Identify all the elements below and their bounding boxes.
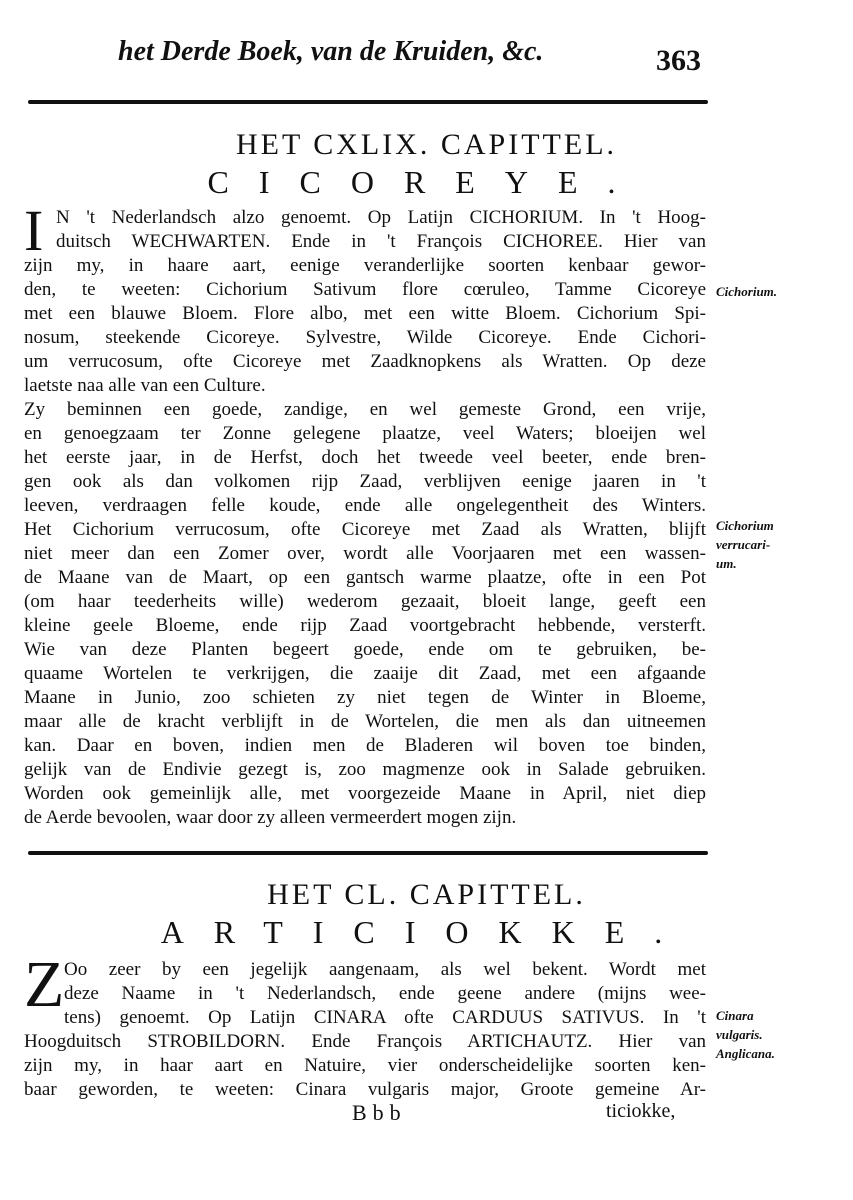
page-header <box>118 28 718 88</box>
text-line: N 't Nederlandsch alzo genoemt. Op Latijn CICHORIUM. In 't Hoog- <box>56 207 706 228</box>
drop-cap: I <box>24 198 44 263</box>
margin-note-cichorium-verrucarium <box>716 516 848 573</box>
text-line: den, te weeten: Cichorium Sativum flore cœruleo, Tamme Cicoreye <box>24 279 706 300</box>
catchword: ticiokke, <box>606 1100 676 1122</box>
margin-note-line: Cinara <box>716 1008 754 1023</box>
chapter-heading: HET CL. CAPITTEL. <box>267 878 586 911</box>
top-rule <box>28 100 708 104</box>
text-line: maar alle de kracht verblijft in de Wortelen, die men als dan uitneemen <box>24 711 706 732</box>
text-line: leeven, verdraagen felle koude, ende alle ongelegentheit des Winters. <box>24 495 706 516</box>
text-line: Worden ook gemeinlijk alle, met voorgezeide Maane in April, niet diep <box>24 783 706 804</box>
chapter-cicoreye-text <box>24 198 706 830</box>
text-line: duitsch WECHWARTEN. Ende in 't François CICHOREE. Hier van <box>56 231 706 252</box>
chapter-heading: HET CXLIX. CAPITTEL. <box>235 128 618 161</box>
text-line: Hoogduitsch STROBILDORN. Ende François ARTICHAUTZ. Hier van <box>24 1031 706 1052</box>
margin-note-line: vulgaris. <box>716 1027 763 1042</box>
text-line: laetste naa alle van een Culture. <box>24 375 266 396</box>
text-line: tens) genoemt. Op Latijn CINARA ofte CARDUUS SATIVUS. In 't <box>64 1007 706 1028</box>
chapter-title: ARTICIOKKE. <box>160 914 693 950</box>
text-line: (om haar teederheits wille) wederom gezaait, bloeit lange, geeft een <box>24 591 706 612</box>
text-line: nosum, steekende Cicoreye. Sylvestre, Wilde Cicoreye. Ende Cichori- <box>24 327 706 348</box>
text-line: en genoegzaam ter Zonne gelegene plaatze, veel Waters; bloeijen wel <box>24 423 706 444</box>
text-line: met een blauwe Bloem. Flore albo, met een witte Bloem. Cichorium Spi- <box>24 303 706 324</box>
text-line: gelijk van de Endivie gezegt is, zoo magmenze ook in Salade gebruiken. <box>24 759 706 780</box>
margin-note-line: verrucari- <box>716 537 771 552</box>
margin-note-line: Anglicana. <box>716 1046 775 1061</box>
running-title: het Derde Boek, van de Kruiden, &c. <box>118 36 544 67</box>
drop-cap: Z <box>24 948 65 1021</box>
text-line: zijn my, in haare aart, eenige veranderlijke soorten kenbaar gewor- <box>24 255 706 276</box>
section-rule <box>28 851 708 855</box>
text-line: Oo zeer by een jegelijk aangenaam, als wel bekent. Wordt met <box>64 959 706 980</box>
text-line: de Aerde bevoolen, waar door zy alleen vermeerdert mogen zijn. <box>24 807 517 828</box>
text-line: deze Naame in 't Nederlandsch, ende geene andere (mijns wee- <box>64 983 706 1004</box>
text-line: Het Cichorium verrucosum, ofte Cicoreye met Zaad als Wratten, blijft <box>24 519 706 540</box>
text-line: Wie van deze Planten begeert goede, ende om te gebruiken, be- <box>24 639 706 660</box>
text-line: de Maane van de Maart, op een gantsch warme plaatze, ofte in een Pot <box>24 567 706 588</box>
margin-note-cinara <box>716 1006 848 1063</box>
text-line: Zy beminnen een goede, zandige, en wel gemeste Grond, een vrije, <box>24 399 706 420</box>
text-line: zijn my, in haar aart en Natuire, vier onderscheidelijke soorten ken- <box>24 1055 706 1076</box>
margin-note-line: um. <box>716 556 737 571</box>
chapter-title: CICOREYE. <box>207 164 646 200</box>
text-line: gen ook als dan volkomen rijp Zaad, verblijven eenige jaaren in 't <box>24 471 706 492</box>
chapter-articiokke-text <box>24 948 706 1102</box>
text-line: kleine geele Bloeme, ende rijp Zaad voortgebracht hebbende, versterft. <box>24 615 706 636</box>
text-line: kan. Daar en boven, indien men de Bladeren wil boven toe binden, <box>24 735 706 756</box>
text-line: Maane in Junio, zoo schieten zy niet tegen de Winter in Bloeme, <box>24 687 706 708</box>
text-line: um verrucosum, ofte Cicoreye met Zaadknopkens als Wratten. Op deze <box>24 351 706 372</box>
signature-mark: Bbb <box>352 1100 407 1125</box>
margin-note-cichorium <box>716 282 848 301</box>
page-number: 363 <box>656 44 701 77</box>
text-line: quaame Wortelen te verkrijgen, die zaaije dit Zaad, met een afgaande <box>24 663 706 684</box>
margin-note-line: Cichorium <box>716 518 774 533</box>
text-line: baar geworden, te weeten: Cinara vulgaris major, Groote gemeine Ar- <box>24 1079 706 1100</box>
text-line: niet meer dan een Zomer over, wordt alle Voorjaaren met een wassen- <box>24 543 706 564</box>
margin-note-line: Cichorium. <box>716 284 778 299</box>
text-line: het eerste jaar, in de Herfst, doch het tweede veel beeter, ende bren- <box>24 447 706 468</box>
